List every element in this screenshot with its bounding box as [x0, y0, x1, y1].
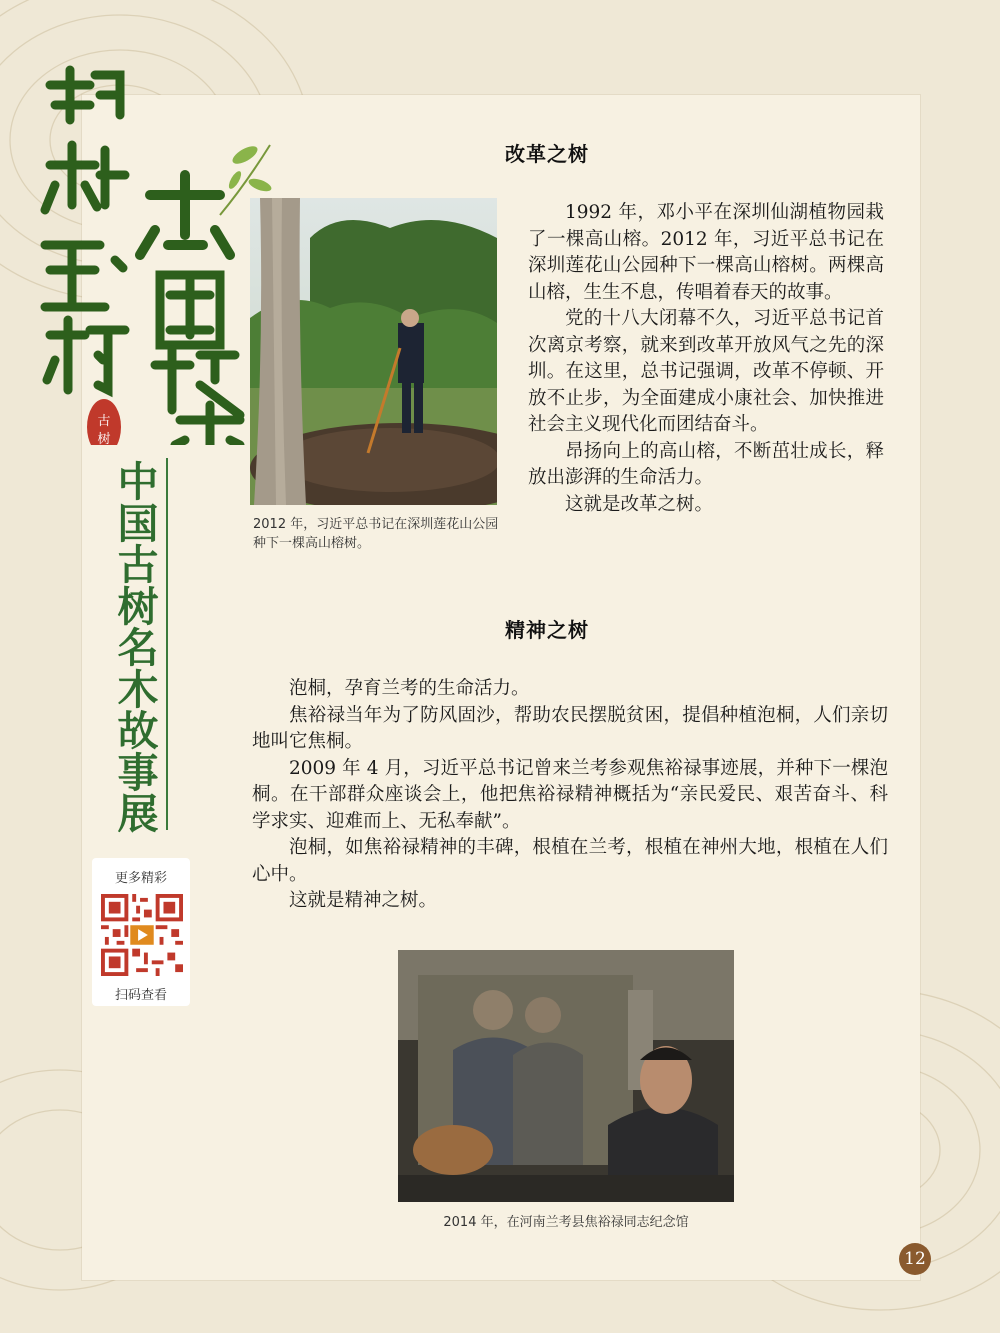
paragraph: 1992 年，邓小平在深圳仙湖植物园栽了一棵高山榕。2012 年，习近平总书记在深圳莲花山公园种下一棵高山榕树。两棵高山榕，生生不息，传唱着春天的故事。 — [528, 202, 884, 303]
title-divider — [166, 458, 168, 830]
paragraph: 泡桐，如焦裕禄精神的丰碑，根植在兰考，根植在神州大地，根植在人们心中。 — [252, 837, 888, 885]
svg-text:古: 古 — [97, 414, 111, 429]
paragraph: 这就是改革之树。 — [565, 493, 714, 515]
qr-code[interactable] — [101, 894, 183, 976]
section-body-spirit — [252, 676, 888, 915]
qr-bottom-label: 扫码查看 — [114, 988, 167, 1003]
photo-tree-planting — [250, 198, 497, 505]
paragraph: 2009 年 4 月，习近平总书记曾来兰考参观焦裕禄事迹展，并种下一棵泡桐。在干部群众座谈会上，他把焦裕禄精神概括为“亲民爱民、艰苦奋斗、科学求实、迎难而上、无私奉献”。 — [252, 757, 888, 832]
paragraph: 昂扬向上的高山榕，不断茁壮成长，释放出澎湃的生命活力。 — [528, 440, 884, 488]
paragraph: 这就是精神之树。 — [289, 890, 438, 911]
qr-card[interactable] — [92, 858, 190, 1006]
section-heading-reform-tree: 改革之树 — [505, 142, 589, 166]
paragraph: 泡桐，孕育兰考的生命活力。 — [289, 678, 530, 699]
section-body-reform — [528, 200, 884, 518]
section-heading-spirit-tree: 精神之树 — [505, 618, 589, 642]
qr-top-label: 更多精彩 — [114, 871, 167, 886]
calligraphy-title-logo — [20, 45, 280, 445]
exhibition-title: 中国古树名木故事展 — [117, 458, 159, 838]
photo-memorial-hall — [398, 950, 734, 1202]
photo-caption-reform: 2012 年，习近平总书记在深圳莲花山公园种下一棵高山榕树。 — [253, 517, 499, 551]
photo-caption-spirit: 2014 年，在河南兰考县焦裕禄同志纪念馆 — [443, 1215, 689, 1230]
paragraph: 党的十八大闭幕不久，习近平总书记首次离京考察，就来到改革开放风气之先的深圳。在这里，总书记强调，改革不停顿、开放不止步，为全面建成小康社会、加快推进社会主义现代化而团结奋斗。 — [528, 308, 884, 435]
exhibition-title-vertical — [108, 458, 170, 838]
paragraph: 焦裕禄当年为了防风固沙，帮助农民摆脱贫困，提倡种植泡桐，人们亲切地叫它焦桐。 — [252, 704, 888, 752]
svg-text:树: 树 — [97, 432, 111, 445]
page-number: 12 — [899, 1243, 931, 1275]
